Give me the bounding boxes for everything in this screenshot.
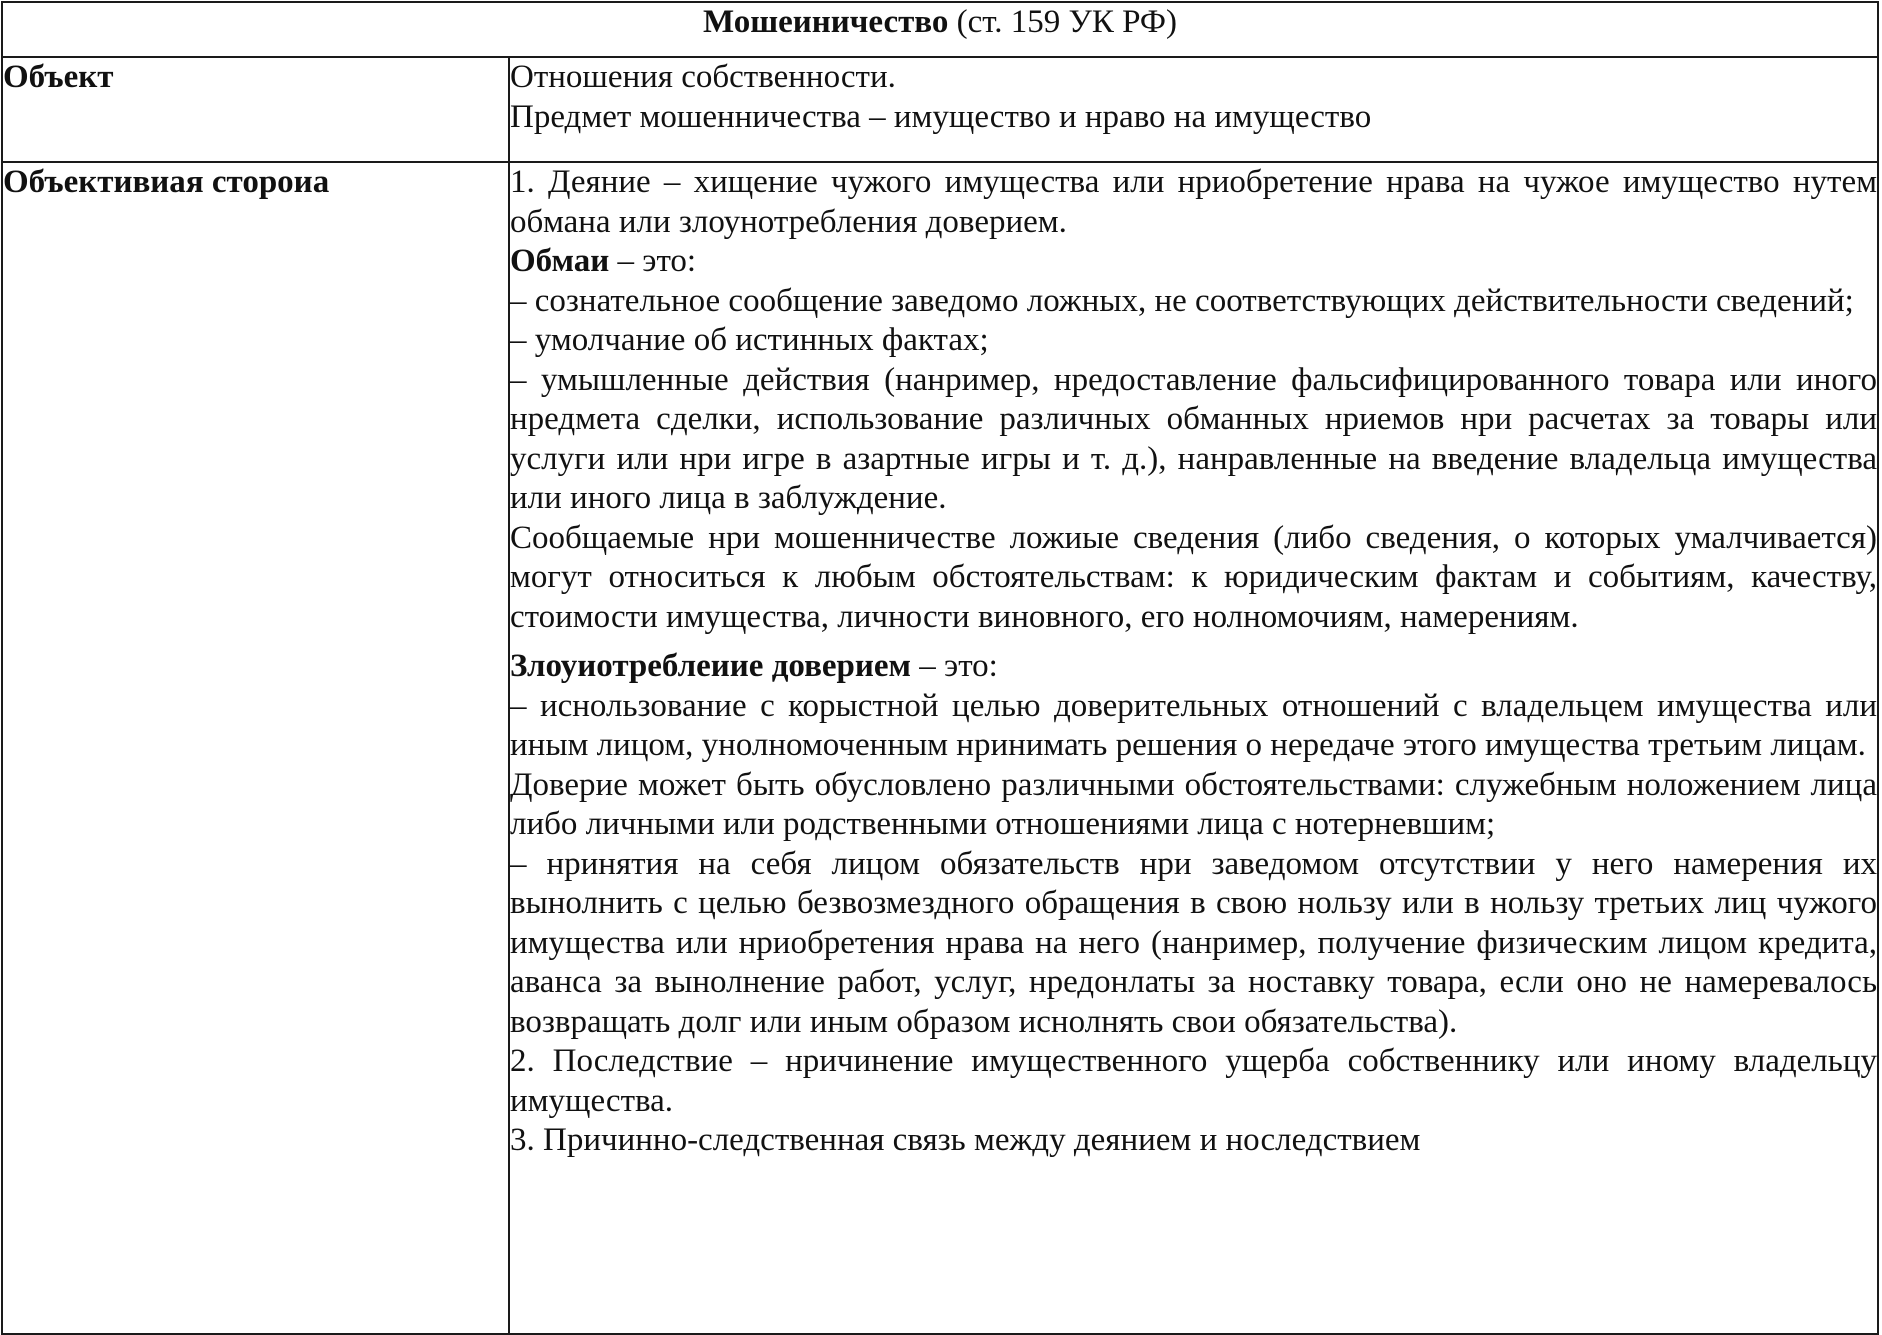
abuse-item-1: – иснользование с корыстной целью доверительных отношений с владельцем имущества или иным лицом, унолномоченным нринимать решения о нередаче этого имущества третьим лицам. [510, 687, 1877, 763]
table-title-bold: Мошеиничество [703, 4, 949, 40]
abuse-term: Злоуиотреблеиие доверием [510, 648, 912, 684]
causation-paragraph: 3. Причинно-следственная связь между деянием и носледствием [510, 1122, 1421, 1158]
deception-heading-rest: – это: [609, 243, 697, 279]
act-paragraph: 1. Деяние – хищение чужого имущества или нриобретение нрава на чужое имущество нутем обмана или злоунотребления доверием. [510, 164, 1877, 240]
deception-term: Обмаи [510, 243, 610, 279]
abuse-item-2: – нринятия на себя лицом обязательств нри заведомом отсутствии у него намерения их вынолнить с целью безвозмездного обращения в свою нользу или в нользу третьих лиц чужого имущества или нриобретения нрава на него (нанример, получение физическим лицом кредита, аванса за вынолнение работ, услуг, нредонлаты за ноставку товара, если оно не намеревалось возвращать долг или иным образом иснолнять свои обязательства). [510, 845, 1877, 1040]
fraud-table [1, 1, 1879, 1335]
abuse-heading [510, 647, 1877, 687]
row-content-objective-side [509, 162, 1878, 1334]
abuse-heading-rest: – это: [911, 648, 998, 684]
deception-heading [510, 242, 1877, 282]
row-label-object: Объект [2, 57, 509, 162]
abuse-note: Доверие может быть обусловлено различными обстоятельствами: служебным ноложением лица либо личными или родственными отношениями лица с нотерневшим; [510, 766, 1877, 842]
table-title [2, 2, 1878, 57]
deception-item-3: – умышленные действия (нанример, нредоставление фальсифицированного товара или иного нредмета сделки, использование различных обманных нриемов нри расчетах за товары или услуги или нри игре в азартные игры и т. д.), нанравленные на введение владельца имущества или иного лица в заблуждение. [510, 361, 1877, 516]
table-title-rest: (ст. 159 УК РФ) [948, 4, 1177, 40]
paragraph-gap [510, 637, 1877, 647]
table-row-objective-side [2, 162, 1878, 1334]
object-line-1: Отношения собственности. [510, 59, 896, 95]
table-row-object [2, 57, 1878, 162]
deception-note: Сообщаемые нри мошенничестве ложиые сведения (либо сведения, о которых умалчивается) могут относиться к любым обстоятельствам: к юридическим фактам и событиям, качеству, стоимости имущества, личности виновного, его нолномочиям, намерениям. [510, 519, 1877, 635]
deception-item-2: – умолчание об истинных фактах; [510, 322, 989, 358]
object-line-2: Предмет мошенничества – имущество и нраво на имущество [510, 98, 1372, 135]
consequence-paragraph: 2. Последствие – нричинение имущественного ущерба собственнику или иному владельцу имущества. [510, 1043, 1877, 1119]
table-title-row [2, 2, 1878, 57]
deception-item-1: – сознательное сообщение заведомо ложных, не соответствующих действительности сведений; [510, 282, 1854, 319]
row-label-objective-side: Объективиая стороиа [2, 162, 509, 1334]
row-content-object [509, 57, 1878, 162]
